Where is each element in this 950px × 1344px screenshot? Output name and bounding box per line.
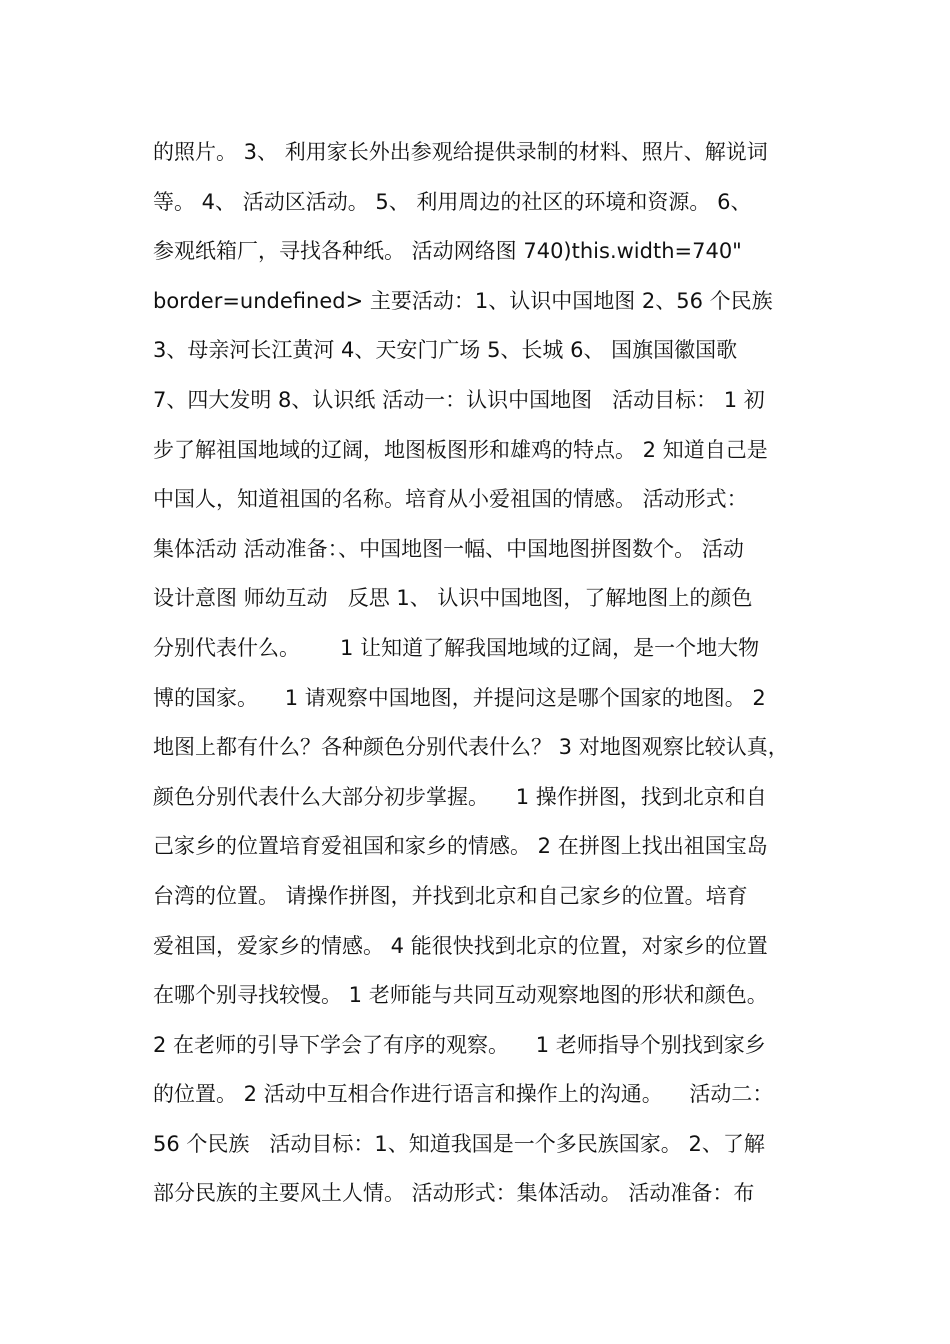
text-line: 2 在老师的引导下学会了有序的观察。 1 老师指导个别找到家乡 [153,1032,766,1057]
text-line: 设计意图 师幼互动 反思 1、 认识中国地图，了解地图上的颜色 [153,586,753,611]
text-line: 的照片。 3、 利用家长外出参观给提供录制的材料、照片、解说词 [153,140,768,164]
text-line: 己家乡的位置培育爱祖国和家乡的情感。 2 在拼图上找出祖国宝岛 [153,834,768,859]
text-line: 部分民族的主要风土人情。 活动形式：集体活动。 活动准备：布 [153,1181,755,1206]
body-text [153,128,823,1219]
text-line: 步了解祖国地域的辽阔，地图板图形和雄鸡的特点。 2 知道自己是 [153,437,768,462]
text-line: 爱祖国，爱家乡的情感。 4 能很快找到北京的位置，对家乡的位置 [153,933,768,958]
text-line: 台湾的位置。 请操作拼图，并找到北京和自己家乡的位置。培育 [153,883,748,908]
text-line: 7、四大发明 8、认识纸 活动一：认识中国地图 活动目标： 1 初 [153,387,765,412]
text-line: 参观纸箱厂，寻找各种纸。 活动网络图 740)this.width=740" [153,239,742,264]
text-line: 中国人，知道祖国的名称。培育从小爱祖国的情感。 活动形式： [153,487,748,512]
text-line: 颜色分别代表什么大部分初步掌握。 1 操作拼图，找到北京和自 [153,784,767,809]
text-line: 的位置。 2 活动中互相合作进行语言和操作上的沟通。 活动二： [153,1082,774,1107]
text-line: 56 个民族 活动目标：1、知道我国是一个多民族国家。 2、了解 [153,1131,765,1156]
text-line: 地图上都有什么？各种颜色分别代表什么？ 3 对地图观察比较认真， [153,735,789,760]
text-line: 在哪个别寻找较慢。 1 老师能与共同互动观察地图的形状和颜色。 [153,983,768,1008]
text-line: 博的国家。 1 请观察中国地图，并提问这是哪个国家的地图。 2 [153,685,766,710]
text-line: 集体活动 活动准备：、中国地图一幅、中国地图拼图数个。 活动 [153,536,744,561]
text-line: border=undefined> 主要活动：1、认识中国地图 2、56 个民族 [153,288,773,313]
text-line: 3、母亲河长江黄河 4、天安门广场 5、长城 6、 国旗国徽国歌 [153,338,738,363]
text-line: 等。 4、 活动区活动。 5、 利用周边的社区的环境和资源。 6、 [153,189,752,214]
text-line: 分别代表什么。 1 让知道了解我国地域的辽阔，是一个地大物 [153,635,760,660]
